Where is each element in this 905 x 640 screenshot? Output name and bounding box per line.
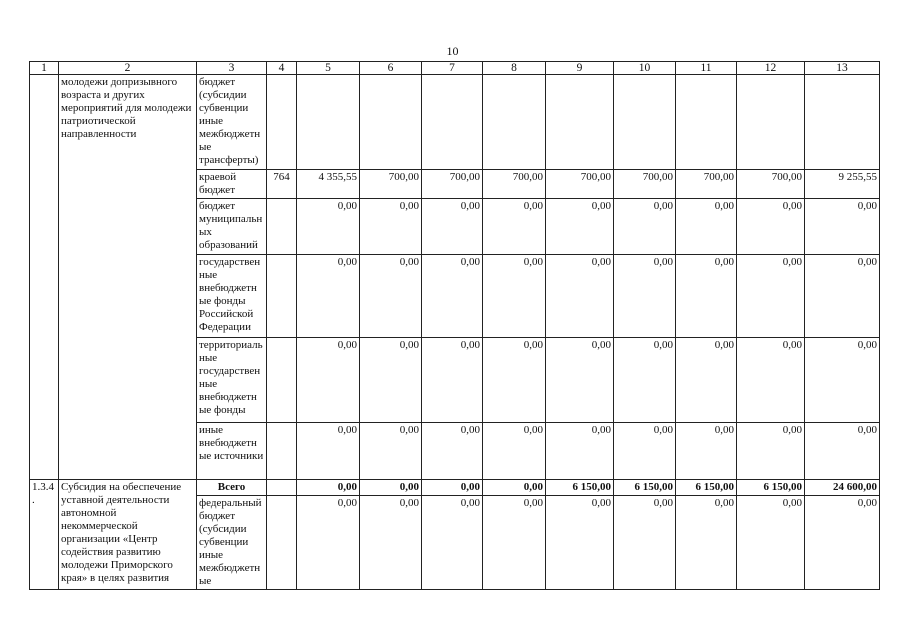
value-cell: 700,00 <box>614 170 676 199</box>
value-cell: 9 255,55 <box>805 170 880 199</box>
column-header: 8 <box>483 62 546 75</box>
value-cell: 6 150,00 <box>737 480 805 496</box>
value-cell: 0,00 <box>546 338 614 423</box>
value-cell: 0,00 <box>483 338 546 423</box>
column-header: 12 <box>737 62 805 75</box>
measure-name-cell: молодежи допризывного возраста и других мероприятий для молодежи патриотической направленности <box>59 75 197 480</box>
value-cell: 0,00 <box>676 255 737 338</box>
value-cell <box>676 75 737 170</box>
value-cell: 0,00 <box>297 255 360 338</box>
value-cell: 0,00 <box>737 255 805 338</box>
value-cell <box>737 75 805 170</box>
value-cell <box>805 75 880 170</box>
value-cell: 6 150,00 <box>614 480 676 496</box>
value-cell: 0,00 <box>546 496 614 590</box>
value-cell: 0,00 <box>805 338 880 423</box>
value-cell: 0,00 <box>360 480 422 496</box>
column-header: 7 <box>422 62 483 75</box>
value-cell: 0,00 <box>297 496 360 590</box>
value-cell: 0,00 <box>297 199 360 255</box>
value-cell: 0,00 <box>676 423 737 480</box>
code-cell <box>267 255 297 338</box>
value-cell: 0,00 <box>805 199 880 255</box>
value-cell: 0,00 <box>360 199 422 255</box>
value-cell <box>614 75 676 170</box>
value-cell <box>422 75 483 170</box>
column-header: 4 <box>267 62 297 75</box>
value-cell: 0,00 <box>737 423 805 480</box>
value-cell: 6 150,00 <box>546 480 614 496</box>
value-cell: 0,00 <box>483 199 546 255</box>
value-cell: 0,00 <box>360 496 422 590</box>
value-cell: 0,00 <box>676 199 737 255</box>
value-cell: 0,00 <box>483 255 546 338</box>
value-cell: 0,00 <box>737 199 805 255</box>
page-number: 10 <box>446 44 459 58</box>
funding-source-cell: бюджет (субсидии субвенции иные межбюджетные трансферты) <box>197 75 267 170</box>
column-header: 2 <box>59 62 197 75</box>
value-cell: 0,00 <box>297 480 360 496</box>
funding-source-cell: иные внебюджетные источники <box>197 423 267 480</box>
value-cell: 0,00 <box>546 423 614 480</box>
value-cell <box>360 75 422 170</box>
column-header: 13 <box>805 62 880 75</box>
value-cell: 700,00 <box>676 170 737 199</box>
value-cell: 0,00 <box>805 423 880 480</box>
column-header: 9 <box>546 62 614 75</box>
row-number-cell <box>30 75 59 480</box>
value-cell: 0,00 <box>546 255 614 338</box>
row-number-cell: 1.3.4. <box>30 480 59 590</box>
value-cell: 0,00 <box>422 496 483 590</box>
value-cell: 0,00 <box>422 480 483 496</box>
value-cell: 0,00 <box>737 496 805 590</box>
code-cell <box>267 75 297 170</box>
budget-table <box>29 61 880 590</box>
value-cell: 0,00 <box>422 199 483 255</box>
measure-name-cell: Субсидия на обеспечение уставной деятельности автономной некоммерческой организации «Центр содействия развитию молодежи Приморского края» в целях развития <box>59 480 197 590</box>
table-row <box>30 75 880 170</box>
value-cell: 700,00 <box>546 170 614 199</box>
value-cell: 0,00 <box>676 496 737 590</box>
code-cell <box>267 338 297 423</box>
value-cell: 0,00 <box>422 338 483 423</box>
value-cell: 700,00 <box>483 170 546 199</box>
funding-source-cell: федеральный бюджет (субсидии субвенции иные межбюджетные <box>197 496 267 590</box>
value-cell <box>297 75 360 170</box>
value-cell: 0,00 <box>483 423 546 480</box>
column-header: 1 <box>30 62 59 75</box>
value-cell: 0,00 <box>546 199 614 255</box>
value-cell: 700,00 <box>360 170 422 199</box>
value-cell: 0,00 <box>483 480 546 496</box>
funding-source-cell: краевой бюджет <box>197 170 267 199</box>
value-cell: 0,00 <box>614 338 676 423</box>
funding-source-cell: бюджет муниципальных образований <box>197 199 267 255</box>
value-cell: 0,00 <box>805 255 880 338</box>
code-cell: 764 <box>267 170 297 199</box>
column-header: 11 <box>676 62 737 75</box>
code-cell <box>267 496 297 590</box>
value-cell: 0,00 <box>614 199 676 255</box>
code-cell <box>267 423 297 480</box>
value-cell: 0,00 <box>805 496 880 590</box>
value-cell: 700,00 <box>422 170 483 199</box>
value-cell: 0,00 <box>360 338 422 423</box>
value-cell: 0,00 <box>483 496 546 590</box>
column-header: 3 <box>197 62 267 75</box>
value-cell: 24 600,00 <box>805 480 880 496</box>
value-cell: 0,00 <box>360 255 422 338</box>
value-cell: 700,00 <box>737 170 805 199</box>
table-row-total <box>30 480 880 496</box>
value-cell: 0,00 <box>614 255 676 338</box>
code-cell <box>267 199 297 255</box>
value-cell: 0,00 <box>614 423 676 480</box>
value-cell: 0,00 <box>737 338 805 423</box>
value-cell: 0,00 <box>360 423 422 480</box>
value-cell: 6 150,00 <box>676 480 737 496</box>
funding-source-cell: территориальные государственные внебюджетные фонды <box>197 338 267 423</box>
value-cell <box>546 75 614 170</box>
value-cell: 0,00 <box>297 338 360 423</box>
column-header: 6 <box>360 62 422 75</box>
column-header: 10 <box>614 62 676 75</box>
column-header-row <box>30 62 880 75</box>
value-cell: 0,00 <box>297 423 360 480</box>
column-header: 5 <box>297 62 360 75</box>
value-cell: 4 355,55 <box>297 170 360 199</box>
funding-source-cell: Всего <box>197 480 267 496</box>
funding-source-cell: государственные внебюджетные фонды Российской Федерации <box>197 255 267 338</box>
code-cell <box>267 480 297 496</box>
value-cell: 0,00 <box>676 338 737 423</box>
value-cell <box>483 75 546 170</box>
value-cell: 0,00 <box>422 255 483 338</box>
value-cell: 0,00 <box>614 496 676 590</box>
value-cell: 0,00 <box>422 423 483 480</box>
